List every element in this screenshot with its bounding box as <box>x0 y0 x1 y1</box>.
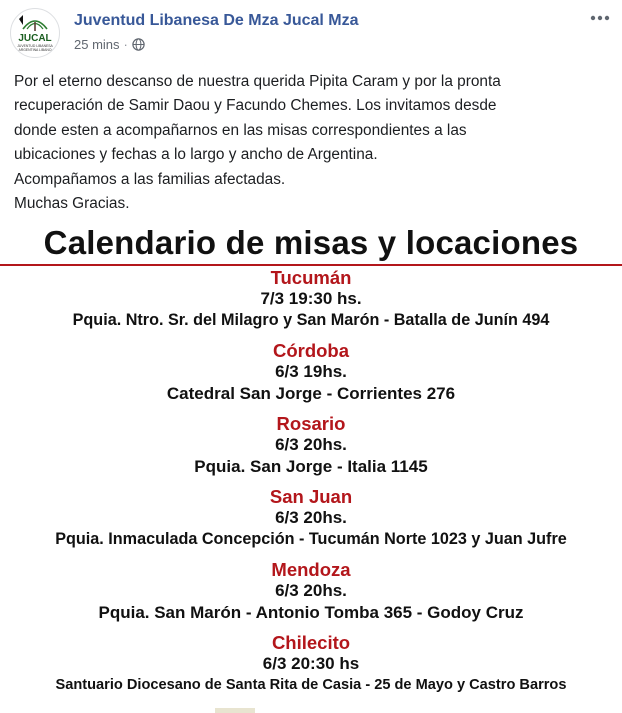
logo-tagline-2: ARGENTINA LIBANO <box>18 48 52 52</box>
entry-location: Santuario Diocesano de Santa Rita de Casia - 25 de Mayo y Castro Barros <box>55 677 567 693</box>
mass-entry-mendoza <box>0 559 622 632</box>
post-text-line: ubicaciones y fechas a lo largo y ancho de Argentina. <box>14 146 378 164</box>
mass-entry-tucuman <box>0 267 622 340</box>
post-text-line: Muchas Gracias. <box>14 195 130 213</box>
entry-date: 6/3 20:30 hs <box>262 654 360 673</box>
globe-icon[interactable] <box>132 38 145 51</box>
entry-city: San Juan <box>269 486 353 507</box>
more-options-button[interactable] <box>588 8 612 28</box>
entry-location: Pquia. Inmaculada Concepción - Tucumán Norte 1023 y Juan Jufre <box>55 530 567 548</box>
meta-separator: · <box>123 37 128 52</box>
entry-city: Rosario <box>276 413 346 434</box>
mass-entry-san-juan <box>0 486 622 559</box>
logo-text: JUCAL <box>18 33 52 44</box>
entry-city: Córdoba <box>272 340 350 361</box>
entry-date: 6/3 20hs. <box>275 508 347 527</box>
entry-location: Pquia. San Marón - Antonio Tomba 365 - Godoy Cruz <box>98 603 524 622</box>
mass-entry-rosario <box>0 413 622 486</box>
entry-location: Catedral San Jorge - Corrientes 276 <box>166 384 456 403</box>
entry-date: 6/3 20hs. <box>275 581 347 600</box>
mass-entry-cordoba <box>0 340 622 413</box>
page-name-link[interactable]: Juventud Libanesa De Mza Jucal Mza <box>74 12 359 29</box>
entry-date: 7/3 19:30 hs. <box>260 289 362 308</box>
calendar-title: Calendario de misas y locaciones <box>43 224 579 261</box>
post-text-line: donde esten a acompañarnos en las misas correspondientes a las <box>14 121 467 139</box>
entry-location: Pquia. San Jorge - Italia 1145 <box>194 457 428 476</box>
jucal-logo-icon <box>11 9 59 57</box>
post-image[interactable] <box>0 218 622 713</box>
post-message <box>14 70 612 216</box>
post-text-line: Por el eterno descanso de nuestra querida Pipita Caram y por la pronta <box>14 73 501 90</box>
more-dots-icon <box>590 15 610 21</box>
mass-entry-chilecito <box>0 632 622 705</box>
entry-city: Chilecito <box>271 632 351 653</box>
entry-city: Mendoza <box>271 559 351 580</box>
entry-city: Tucumán <box>270 267 352 288</box>
post-text-line: recuperación de Samir Daou y Facundo Chemes. Los invitamos desde <box>14 97 497 115</box>
page-avatar[interactable] <box>10 8 60 58</box>
post-timestamp[interactable]: 25 mins <box>74 37 120 52</box>
entry-date: 6/3 19hs. <box>275 362 347 381</box>
post-header <box>0 0 622 62</box>
logo-tagline-1: JUVENTUD LIBANESA <box>17 44 53 48</box>
post-meta <box>74 37 145 52</box>
image-cutoff-decoration <box>215 708 255 713</box>
mass-schedule-list <box>0 267 622 705</box>
title-divider <box>0 264 622 266</box>
post-text-line: Acompañamos a las familias afectadas. <box>14 170 286 188</box>
entry-date: 6/3 20hs. <box>275 435 347 454</box>
entry-location: Pquia. Ntro. Sr. del Milagro y San Marón - Batalla de Junín 494 <box>72 311 550 329</box>
